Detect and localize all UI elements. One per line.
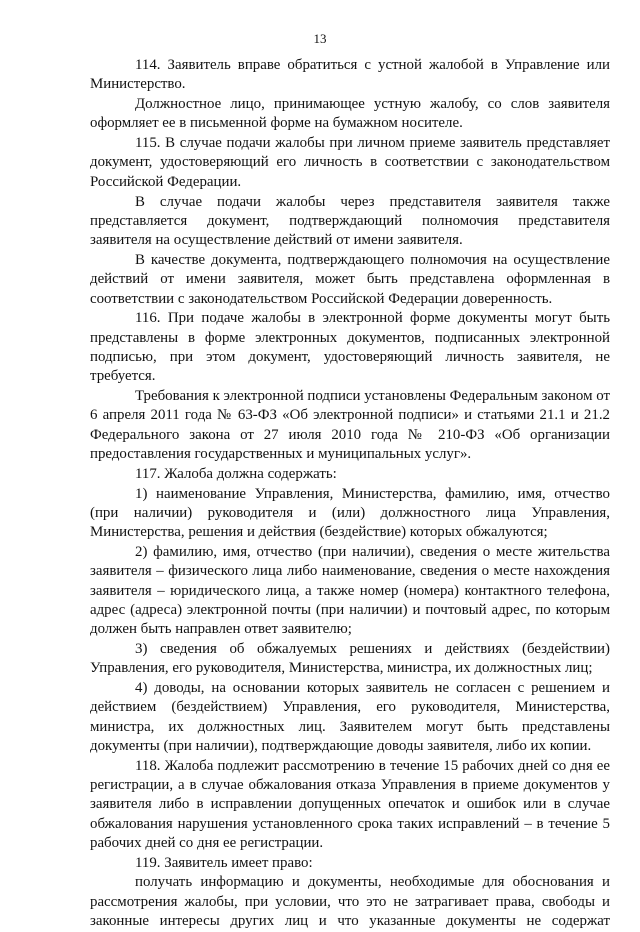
list-item-3: 3) сведения об обжалуемых решениях и действиях (бездействии) Управления, его руководителя, Министерства, министра, их должностных лиц; [90,640,610,677]
list-item-1: 1) наименование Управления, Министерства, фамилию, имя, отчество (при наличии) руководителя и (или) должностного лица Управления, Министерства, решения и действия (бездействие) которых обжалуются; [90,485,610,541]
page-number: 13 [313,31,327,46]
paragraph-118: 118. Жалоба подлежит рассмотрению в течение 15 рабочих дней со дня ее регистрации, а в случае обжалования отказа Управления в приеме документов у заявителя либо в исправлении допущенных опечаток и ошибок или в случае обжалования нарушения установленного срока таких исправлений – в течение 5 рабочих дней со дня ее регистрации. [90,757,610,851]
list-item-2: 2) фамилию, имя, отчество (при наличии), сведения о месте жительства заявителя – физического лица либо наименование, сведения о месте нахождения заявителя – юридического лица, а также номер (номера) контактного телефона, адрес (адреса) электронной почты (при наличии) и почтовый адрес, по которым должен быть направлен ответ заявителю; [90,543,610,638]
paragraph-115: 115. В случае подачи жалобы при личном приеме заявитель представляет документ, удостоверяющий его личность в соответствии с законодательством Российской Федерации. [90,135,610,190]
paragraph-electronic-signature: Требования к электронной подписи установлены Федеральным законом от 6 апреля 2011 года № 63-ФЗ «Об электронной подписи» и статьями 21.1 и 21.2 Федерального закона от 27 июля 2010 года № 210-ФЗ «Об организации предоставления государственных и муниципальных услуг». [90,388,610,462]
paragraph-representative: В случае подачи жалобы через представителя заявителя также представляется документ, подтверждающий полномочия представителя заявителя на осуществление действий от имени заявителя. [90,193,610,249]
list-item-4: 4) доводы, на основании которых заявитель не согласен с решением и действием (бездействием) Управления, его руководителя, Министерства, министра, их должностных лиц. Заявителем могут быть представлены документы (при наличии), подтверждающие доводы заявителя, либо их копии. [90,680,610,754]
paragraph-117: 117. Жалоба должна содержать: [135,465,337,482]
paragraph-oral-complaint: Должностное лицо, принимающее устную жалобу, со слов заявителя оформляет ее в письменной форме на бумажном носителе. [90,96,610,132]
document-body [90,56,610,932]
paragraph-rights: получать информацию и документы, необходимые для обоснования и рассмотрения жалобы, при условии, что это не затрагивает права, свободы и законные интересы других лиц и что указанные документы не содержат [90,874,610,930]
paragraph-power-of-attorney: В качестве документа, подтверждающего полномочия на осуществление действий от имени заявителя, может быть представлена оформленная в соответствии с законодательством Российской Федерации доверенность. [90,251,610,307]
paragraph-116: 116. При подаче жалобы в электронной форме документы могут быть представлены в форме электронных документов, подписанных электронной подписью, при этом документ, удостоверяющий личность заявителя, не требуется. [90,310,610,385]
paragraph-119: 119. Заявитель имеет право: [135,854,313,871]
paragraph-114: 114. Заявитель вправе обратиться с устной жалобой в Управление или Министерство. [90,57,610,93]
